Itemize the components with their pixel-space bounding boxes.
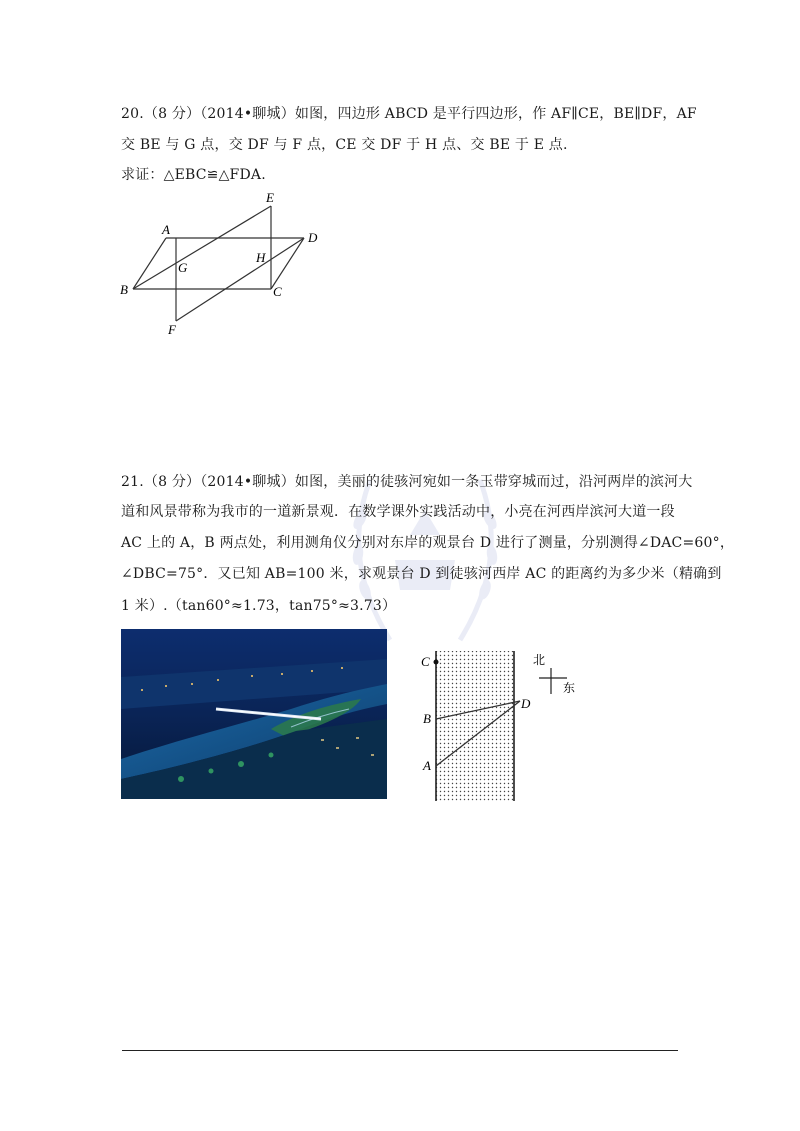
label-g: G bbox=[178, 260, 188, 275]
river-night-photo bbox=[121, 629, 387, 799]
label-d: D bbox=[521, 696, 531, 711]
segment-cd bbox=[271, 238, 304, 289]
label-b: B bbox=[120, 282, 128, 297]
label-d: D bbox=[308, 230, 318, 245]
point-c bbox=[434, 660, 439, 665]
footer-rule bbox=[122, 1050, 678, 1051]
compass-east: 东 bbox=[563, 681, 576, 695]
label-a: A bbox=[162, 222, 170, 237]
label-h: H bbox=[256, 250, 266, 265]
river-measurement-diagram bbox=[415, 646, 595, 806]
label-b: B bbox=[423, 711, 431, 726]
problem21-line5: 1 米）.（tan60°≈1.73，tan75°≈3.73） bbox=[121, 598, 397, 614]
problem21-line3: AC 上的 A，B 两点处，利用测角仪分别对东岸的观景台 D 进行了测量，分别测得∠DAC=60°， bbox=[121, 535, 735, 551]
problem20-line3: 求证：△EBC≌△FDA. bbox=[121, 167, 266, 183]
problem21-line2: 道和风景带称为我市的一道新景观．在数学课外实践活动中，小亮在河西岸滨河大道一段 bbox=[121, 504, 675, 520]
label-a: A bbox=[423, 758, 431, 773]
problem21-line1: 21.（8 分）（2014•聊城）如图，美丽的徒骇河宛如一条玉带穿城而过，沿河两岸的滨河大 bbox=[121, 474, 693, 490]
parallelogram-figure bbox=[110, 186, 340, 342]
label-f: F bbox=[168, 322, 176, 337]
segment-be bbox=[133, 206, 271, 289]
river-area bbox=[436, 651, 514, 801]
label-c: C bbox=[421, 654, 430, 669]
segment-ab bbox=[133, 238, 166, 289]
label-e: E bbox=[266, 190, 274, 205]
problem21-line4: ∠DBC=75°．又已知 AB=100 米，求观景台 D 到徒骇河西岸 AC 的距离约为多少米（精确到 bbox=[121, 566, 722, 582]
compass-icon bbox=[533, 653, 575, 695]
problem20-line2: 交 BE 与 G 点，交 DF 与 F 点，CE 交 DF 于 H 点、交 BE 于 E 点. bbox=[121, 137, 568, 153]
label-c: C bbox=[273, 284, 282, 299]
segment-df bbox=[176, 238, 304, 321]
compass-north: 北 bbox=[533, 653, 546, 667]
problem20-line1: 20.（8 分）（2014•聊城）如图，四边形 ABCD 是平行四边形，作 AF∥CE，BE∥DF，AF bbox=[121, 106, 697, 122]
